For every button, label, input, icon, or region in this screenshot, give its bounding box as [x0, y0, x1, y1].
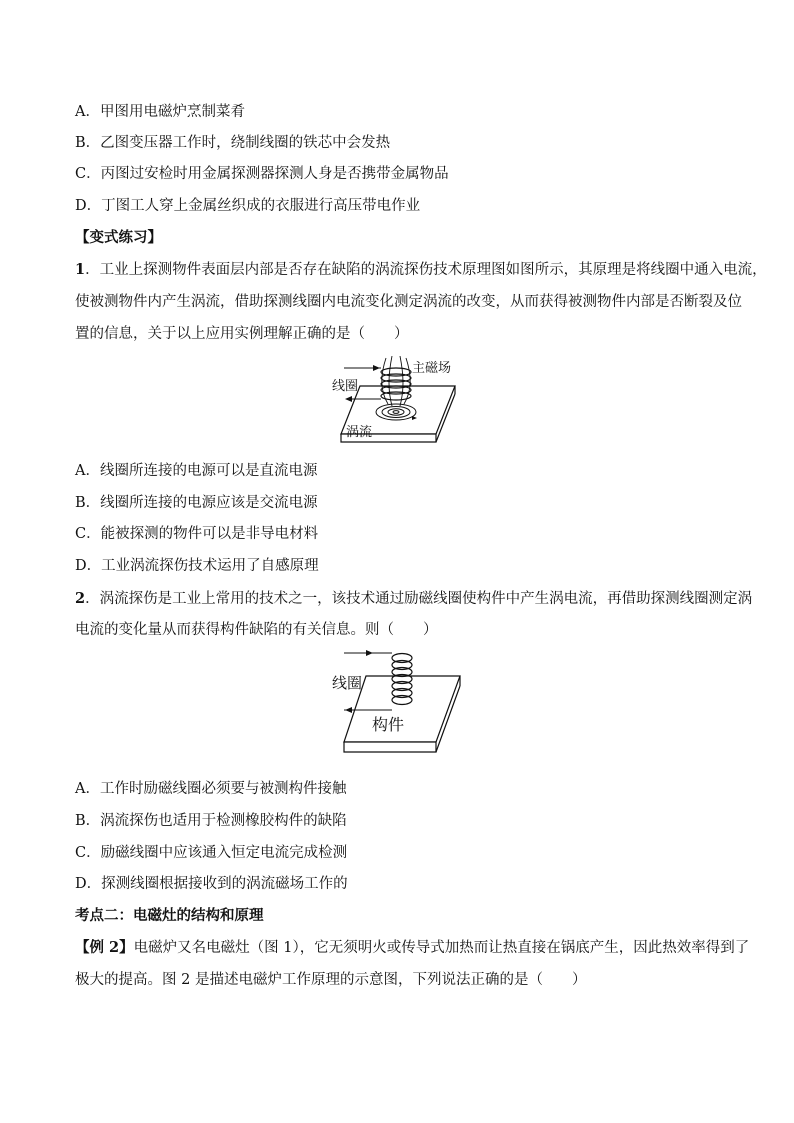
excitation-coil-diagram: [328, 648, 464, 760]
option-b: B．乙图变压器工作时，绕制线圈的铁芯中会发热: [75, 135, 391, 151]
excitation-coil-figure: [328, 648, 464, 760]
q2-line-1: [75, 589, 752, 609]
q1-line-3: 置的信息，关于以上应用实例理解正确的是（ ）: [75, 326, 409, 342]
option-a: A．甲图用电磁炉烹制菜肴: [75, 104, 245, 120]
q2-option-a: A．工作时励磁线圈必须要与被测构件接触: [75, 781, 347, 797]
q1-option-b: B．线圈所连接的电源应该是交流电源: [75, 495, 318, 511]
q2-option-c: C．励磁线圈中应该通入恒定电流完成检测: [75, 845, 348, 861]
q2-number: 2: [75, 590, 86, 607]
part-label: 构件: [372, 715, 405, 734]
option-c: C．丙图过安检时用金属探测器探测人身是否携带金属物品: [75, 166, 449, 182]
eddy-label: 涡流: [346, 425, 373, 440]
eddy-current-figure: [328, 356, 468, 448]
section-title: 【变式练习】: [75, 229, 162, 246]
q1-option-d: D．工业涡流探伤技术运用了自感原理: [75, 558, 319, 574]
example2-tag: 【例 2】: [75, 939, 134, 956]
q1-line-2: 使被测物件内产生涡流，借助探测线圈内电流变化测定涡流的改变，从而获得被测物件内部是否断裂及位: [75, 294, 742, 310]
example2-line-2: 极大的提高。图 2 是描述电磁炉工作原理的示意图，下列说法正确的是（ ）: [75, 972, 587, 988]
q1-line-1: [75, 260, 767, 280]
topic2-title: 考点二：电磁灶的结构和原理: [75, 907, 264, 924]
q1-text-1: ．工业上探测物件表面层内部是否存在缺陷的涡流探伤技术原理图如图所示，其原理是将线圈中通入电流，: [85, 262, 767, 278]
q2-text-1: ．涡流探伤是工业上常用的技术之一，该技术通过励磁线圈使构件中产生涡电流，再借助探测线圈测定涡: [85, 591, 753, 607]
q2-line-2: 电流的变化量从而获得构件缺陷的有关信息。则（ ）: [75, 622, 438, 638]
example2-line-1: [75, 938, 749, 958]
q1-number: 1: [75, 261, 86, 278]
q2-option-d: D．探测线圈根据接收到的涡流磁场工作的: [75, 876, 348, 892]
example2-text-1: 电磁炉又名电磁灶（图 1），它无须明火或传导式加热而让热直接在锅底产生，因此热效率得到了: [133, 940, 750, 956]
q1-option-c: C．能被探测的物件可以是非导电材料: [75, 526, 319, 542]
option-d: D．丁图工人穿上金属丝织成的衣服进行高压带电作业: [75, 198, 421, 214]
field-label: 主磁场: [412, 361, 452, 376]
coil-label: 线圈: [332, 379, 359, 394]
eddy-current-diagram: [328, 356, 468, 448]
coil-label-2: 线圈: [332, 674, 363, 692]
q2-option-b: B．涡流探伤也适用于检测橡胶构件的缺陷: [75, 813, 347, 829]
q1-option-a: A．线圈所连接的电源可以是直流电源: [75, 463, 318, 479]
